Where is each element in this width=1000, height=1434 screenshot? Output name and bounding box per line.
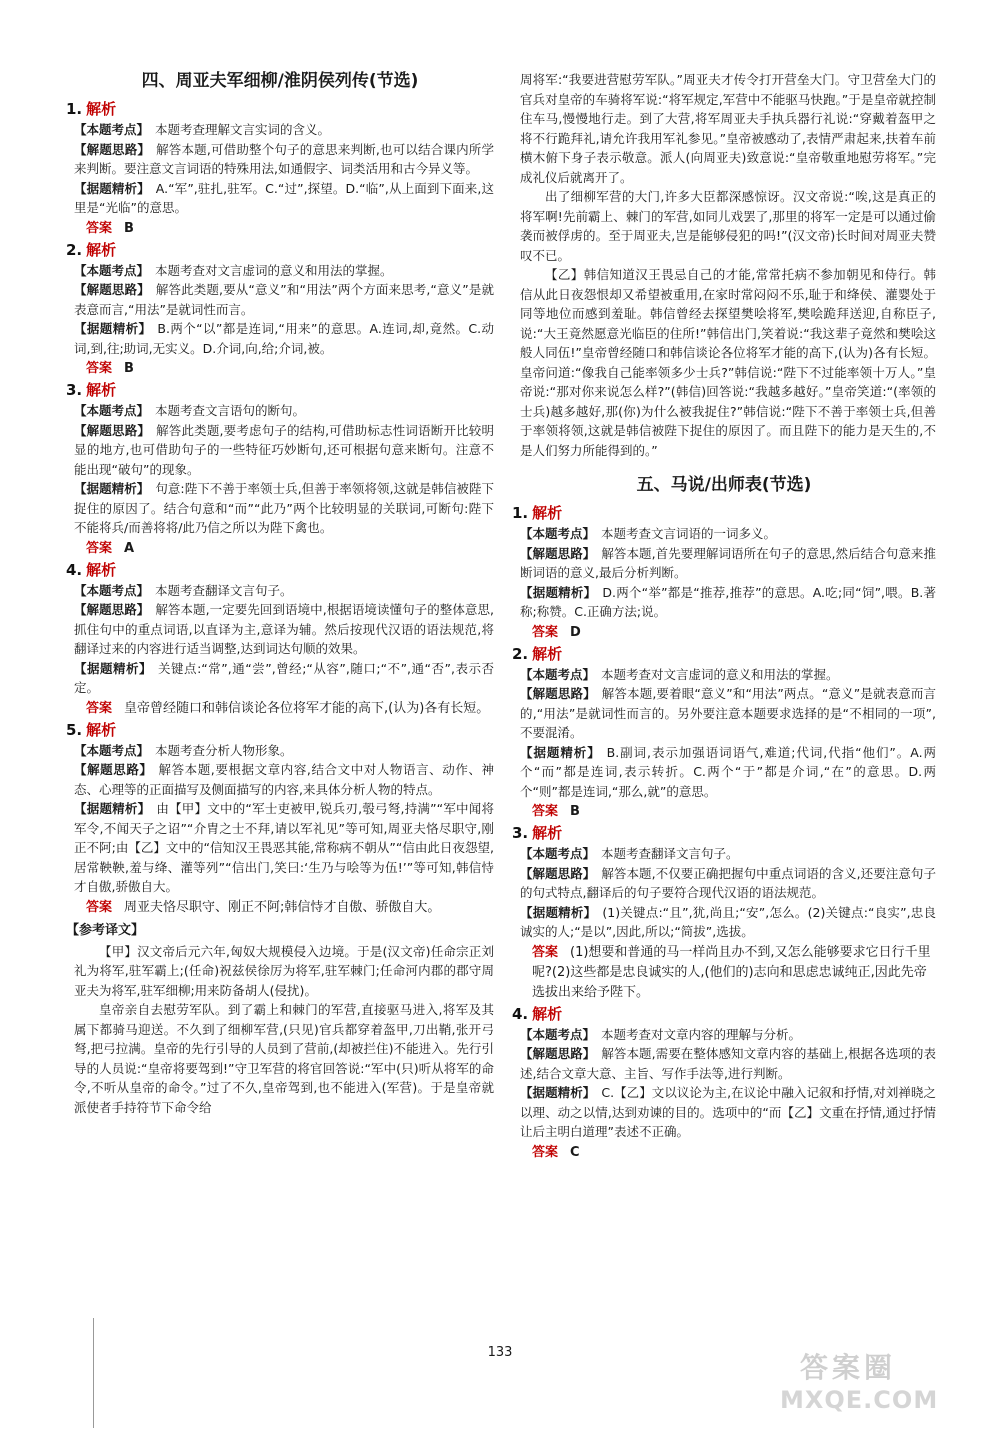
analysis-line: 【据题精析】 由【甲】文中的“军士吏被甲,锐兵刃,彀弓弩,持满”“军中闻将军令,不闻天子之诏”“介胄之士不拜,请以军礼见”等可知,周亚夫恪尽职守,刚正不阿;由【乙】文中的“信知汉王畏恶其能,常称病不朝从”“信由此日夜怨望,居常鞅鞅,羞与绛、灌等列”“信出门,笑曰:‘生乃与哙等为伍!’”等可知,韩信恃才自傲,骄傲自大。 bbox=[74, 801, 494, 894]
answer: 答案 B bbox=[532, 804, 580, 819]
question-head: 1. 解析 bbox=[512, 504, 563, 522]
question-block bbox=[512, 1005, 936, 1163]
analysis-line: 【据题精析】 B.副词,表示加强语词语气,难道;代词,代指“他们”。A.两个“而”都是连词,表示转折。C.两个“于”都是介词,“在”的意思。D.两个“则”都是连词,“那么,就”的意思。 bbox=[520, 744, 936, 799]
question-block bbox=[512, 504, 936, 643]
question-head: 4. 解析 bbox=[512, 1004, 563, 1023]
analysis-line: 【本题考点】 本题考查文言语句的断句。 bbox=[74, 403, 306, 418]
question-head: 1. 解析 bbox=[66, 100, 117, 118]
right-column bbox=[512, 70, 936, 1165]
section-title: 五、马说/出师表(节选) bbox=[636, 475, 812, 495]
analysis-line: 【解题思路】 解答本题,一定要先回到语境中,根据语境读懂句子的整体意思,抓住句中的重点词语,以直译为主,意译为辅。然后按现代汉语的语法规范,将翻译过来的内容进行适当调整,达到词达句顺的效果。 bbox=[74, 602, 494, 656]
translation-paragraph: 周将军:“我要进营慰劳军队。”周亚夫才传令打开营垒大门。守卫营垒大门的官兵对皇帝的车骑将军说:“将军规定,军营中不能驱马快跑。”于是皇帝就控制住车马,慢慢地行走。到了大营,将军周亚夫手执兵器行礼说:“穿戴着盔甲之将不行跪拜礼,请允许我用军礼参见。”皇帝被感动了,表情严肃起来,扶着车前横木俯下身子表示敬意。派人(向周亚夫)致意说:“皇帝敬重地慰劳将军。”完成礼仪后就离开了。 bbox=[520, 72, 936, 185]
question-block bbox=[66, 241, 494, 380]
analysis-line: 【据题精析】 B.两个“以”都是连词,“用来”的意思。A.连词,却,竟然。C.动词,到,往;助词,无实义。D.介词,向,给;介词,被。 bbox=[74, 321, 494, 356]
page-number: 133 bbox=[487, 1345, 513, 1360]
question-head: 2. 解析 bbox=[66, 240, 117, 259]
question-head: 3. 解析 bbox=[66, 381, 117, 399]
analysis-line: 【解题思路】 解答本题,首先要理解词语所在句子的意思,然后结合句意来推断词语的意义,最后分析判断。 bbox=[520, 545, 936, 580]
answer: 答案 B bbox=[86, 361, 134, 376]
answer: 答案 周亚夫恪尽职守、刚正不阿;韩信恃才自傲、骄傲自大。 bbox=[86, 899, 441, 915]
analysis-line: 【据题精析】 句意:陛下不善于率领士兵,但善于率领将领,这就是韩信被陛下捉住的原因了。结合句意和“而”“此乃”两个比较明显的关联词,可断句:陛下不能将兵/而善将将/此乃信之所以为陛下禽也。 bbox=[74, 481, 494, 535]
answer: 答案 D bbox=[532, 624, 581, 640]
section-title: 四、周亚夫军细柳/淮阴侯列传(节选) bbox=[141, 71, 419, 91]
analysis-line: 【本题考点】 本题考查对文章内容的理解与分析。 bbox=[520, 1026, 802, 1042]
analysis-line: 【解题思路】 解答此类题,要从“意义”和“用法”两个方面来思考,“意义”是就表意而言,“用法”是就词性而言。 bbox=[74, 282, 494, 317]
analysis-line: 【据题精析】 C.【乙】文以议论为主,在议论中融入记叙和抒情,对刘禅晓之以理、动之以情,达到劝谏的目的。选项中的“而【乙】文重在抒情,通过抒情让后主明白道理”表述不正确。 bbox=[520, 1085, 936, 1139]
answer: 答案 C bbox=[532, 1144, 580, 1160]
translation-paragraph: 【甲】汉文帝后元六年,匈奴大规模侵入边境。于是(汉文帝)任命宗正刘礼为将军,驻军霸上;(任命)祝兹侯徐厉为将军,驻军棘门;任命河内郡的郡守周亚夫为将军,驻军细柳;用来防备胡人(侵扰)。 bbox=[74, 943, 494, 998]
analysis-line: 【解题思路】 解答本题,要着眼“意义”和“用法”两点。“意义”是就表意而言的,“用法”是就词性而言的。另外要注意本题要求选择的是“不相同的一项”,不要混淆。 bbox=[520, 686, 936, 740]
translation-paragraph: 【乙】韩信知道汉王畏忌自己的才能,常常托病不参加朝见和侍行。韩信从此日夜怨恨却又希望被重用,在家时常闷闷不乐,耻于和绛侯、灌婴处于同等地位而感到羞耻。韩信曾经去探望樊哙将军,樊哙跪拜送迎,自称臣子,说:“大王竟然愿意光临臣的住所!”韩信出门,笑着说:“我这辈子竟然和樊哙这般人同伍!”皇帝曾经随口和韩信谈论各位将军才能的高下,(认为)各有长短。皇帝问道:“像我自己能率领多少士兵?”韩信说:“陛下不过能率领十万人。”皇帝说:“那对你来说怎么样?”(韩信)回答说:“我越多越好。”皇帝笑道:“(率领的士兵)越多越好,那(你)为什么被我捉住?”韩信说:“陛下不善于率领士兵,但善于率领将领,这就是韩信被陛下捉住的原因了。而且陛下的能力是天生的,不是人们努力所能得到的。” bbox=[520, 267, 936, 458]
analysis-line: 【本题考点】 本题考查分析人物形象。 bbox=[74, 742, 293, 758]
analysis-line: 【本题考点】 本题考查翻译文言句子。 bbox=[520, 846, 739, 861]
question-block bbox=[66, 381, 494, 559]
answer: 答案 A bbox=[86, 540, 135, 556]
analysis-line: 【据题精析】 (1)关键点:“且”,犹,尚且;“安”,怎么。(2)关键点:“良实”,忠良诚实的人;“是以”,因此,所以;“简拔”,选拔。 bbox=[520, 904, 936, 939]
answer: 答案 皇帝曾经随口和韩信谈论各位将军才能的高下,(认为)各有长短。 bbox=[86, 700, 490, 716]
analysis-line: 【解题思路】 解答本题,可借助整个句子的意思来判断,也可以结合课内所学来判断。要注意文言词语的特殊用法,如通假字、词类活用和古今异义等。 bbox=[74, 141, 494, 176]
analysis-line: 【本题考点】 本题考查理解文言实词的含义。 bbox=[74, 122, 331, 137]
analysis-line: 【本题考点】 本题考查翻译文言句子。 bbox=[74, 582, 293, 598]
question-block bbox=[66, 100, 494, 239]
watermark-url: MXQE.COM bbox=[780, 1386, 939, 1414]
translation-paragraph: 出了细柳军营的大门,许多大臣都深感惊讶。汉文帝说:“唉,这是真正的将军啊!先前霸上、棘门的军营,如同儿戏罢了,那里的将军一定是可以通过偷袭而被俘虏的。至于周亚夫,岂是能够侵犯的吗!”(汉文帝)长时间对周亚夫赞叹不已。 bbox=[520, 189, 936, 263]
question-block bbox=[66, 721, 494, 918]
analysis-line: 【本题考点】 本题考查文言词语的一词多义。 bbox=[520, 526, 777, 541]
question-block bbox=[512, 645, 936, 823]
answer: 答案 (1)想要和普通的马一样尚且办不到,又怎么能够要求它日行千里呢?(2)这些都是忠良诚实的人,(他们的)志向和思虑忠诚纯正,因此先帝选拔出来给予陛下。 bbox=[532, 944, 931, 1000]
question-head: 5. 解析 bbox=[66, 720, 117, 739]
analysis-line: 【解题思路】 解答本题,需要在整体感知文章内容的基础上,根据各选项的表述,结合文章大意、主旨、写作手法等,进行判断。 bbox=[520, 1046, 936, 1081]
watermark-logo-text: 答案圈 bbox=[800, 1351, 897, 1384]
question-head: 2. 解析 bbox=[512, 644, 563, 663]
translation-paragraph: 皇帝亲自去慰劳军队。到了霸上和棘门的军营,直接驱马进入,将军及其属下都骑马迎送。不久到了细柳军营,(只见)官兵都穿着盔甲,刀出鞘,张开弓弩,把弓拉满。皇帝的先行引导的人员到了营前,(却被拦住)不能进入。先行引导的人员说:“皇帝将要驾到!”守卫军营的将官回答说:“军中(只)听从将军的命令,不听从皇帝的命令。”过了不久,皇帝驾到,也不能进入(军营)。于是皇帝就派使者手持符节下命令给 bbox=[74, 1002, 494, 1115]
analysis-line: 【据题精析】 关键点:“常”,通“尝”,曾经;“从容”,随口;“不”,通“否”,表示否定。 bbox=[74, 660, 494, 695]
question-block bbox=[512, 824, 936, 1003]
reference-translation-title: 【参考译文】 bbox=[66, 922, 145, 938]
analysis-line: 【本题考点】 本题考查对文言虚词的意义和用法的掌握。 bbox=[74, 262, 393, 278]
analysis-line: 【据题精析】 D.两个“举”都是“推荐,推荐”的意思。A.吃;同“饲”,喂。B.著称;称赞。C.正确方法;说。 bbox=[520, 584, 936, 619]
analysis-line: 【解题思路】 解答本题,不仅要正确把握句中重点词语的含义,还要注意句子的句式特点,翻译后的句子要符合现代汉语的语法规范。 bbox=[520, 865, 936, 900]
left-column bbox=[66, 70, 494, 1117]
question-head: 4. 解析 bbox=[66, 560, 117, 579]
analysis-line: 【解题思路】 解答本题,要根据文章内容,结合文中对人物语言、动作、神态、心理等的正面描写及侧面描写的内容,来具体分析人物的特点。 bbox=[74, 762, 494, 797]
watermark-logo bbox=[780, 1344, 970, 1414]
analysis-line: 【解题思路】 解答此类题,要考虑句子的结构,可借助标志性词语断开比较明显的地方,也可借助句子的一些特征巧妙断句,还可根据句意来断句。注意不能出现“破句”的现象。 bbox=[74, 422, 494, 477]
question-block bbox=[66, 561, 494, 719]
margin-rule bbox=[93, 1318, 94, 1428]
answer: 答案 B bbox=[86, 220, 134, 236]
analysis-line: 【本题考点】 本题考查对文言虚词的意义和用法的掌握。 bbox=[520, 666, 839, 682]
question-head: 3. 解析 bbox=[512, 824, 563, 842]
analysis-line: 【据题精析】 A.“军”,驻扎,驻军。C.“过”,探望。D.“临”,从上面到下面来,这里是“光临”的意思。 bbox=[74, 180, 494, 215]
